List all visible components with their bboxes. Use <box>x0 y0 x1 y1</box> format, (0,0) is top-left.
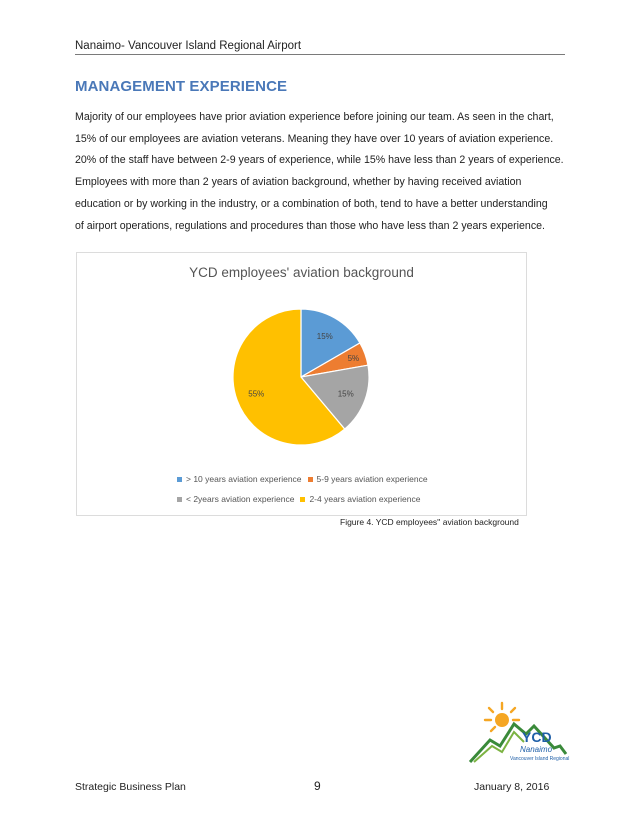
legend-swatch <box>177 477 182 482</box>
logo-text-main: YCD <box>522 729 552 745</box>
page-number: 9 <box>314 779 321 793</box>
legend-label: < 2years aviation experience <box>186 494 295 504</box>
paragraph-line: Employees with more than 2 years of aviation background, whether by having received aviation <box>75 176 522 189</box>
paragraph-line: 20% of the staff have between 2-9 years of experience, while 15% have less than 2 years of experience. <box>75 154 564 167</box>
legend-swatch <box>177 497 182 502</box>
legend-swatch <box>300 497 305 502</box>
legend-item <box>177 494 294 504</box>
header-divider <box>75 54 565 55</box>
pie-data-label: 55% <box>248 389 265 399</box>
chart-title: YCD employees' aviation background <box>189 265 414 280</box>
paragraph-line: education or by working in the industry, or a combination of both, tend to have a better understanding <box>75 197 548 210</box>
figure-caption: Figure 4. YCD employees'' aviation background <box>340 517 519 527</box>
legend-row-2 <box>177 494 427 504</box>
footer-left: Strategic Business Plan <box>75 781 186 793</box>
logo-text-sub: Nanaimo <box>520 745 553 754</box>
footer-date: January 8, 2016 <box>474 781 550 793</box>
ycd-logo <box>462 700 570 766</box>
body-paragraph <box>75 107 567 237</box>
pie-data-label: 15% <box>337 389 354 399</box>
legend-swatch <box>308 477 313 482</box>
pie-data-label: 5% <box>347 353 360 363</box>
legend-row-1 <box>177 474 434 484</box>
legend-label: 2-4 years aviation experience <box>309 494 421 504</box>
section-title: MANAGEMENT EXPERIENCE <box>75 78 288 95</box>
legend-label: 5-9 years aviation experience <box>316 474 428 484</box>
running-header: Nanaimo- Vancouver Island Regional Airport <box>75 40 302 52</box>
legend-item <box>177 474 302 484</box>
legend-label: > 10 years aviation experience <box>186 474 302 484</box>
legend-item <box>308 474 428 484</box>
pie-chart-container <box>76 252 527 516</box>
paragraph-line: 15% of our employees are aviation veterans. Meaning they have over 10 years of aviation experience. <box>75 132 554 145</box>
logo-text-sub: Vancouver Island Regional <box>510 756 570 762</box>
legend-item <box>300 494 420 504</box>
pie-data-label: 15% <box>316 331 333 341</box>
paragraph-line: of airport operations, regulations and procedures than those who have less than 2 years experience. <box>75 219 545 232</box>
paragraph-line: Majority of our employees have prior aviation experience before joining our team. As seen in the chart, <box>75 111 554 123</box>
